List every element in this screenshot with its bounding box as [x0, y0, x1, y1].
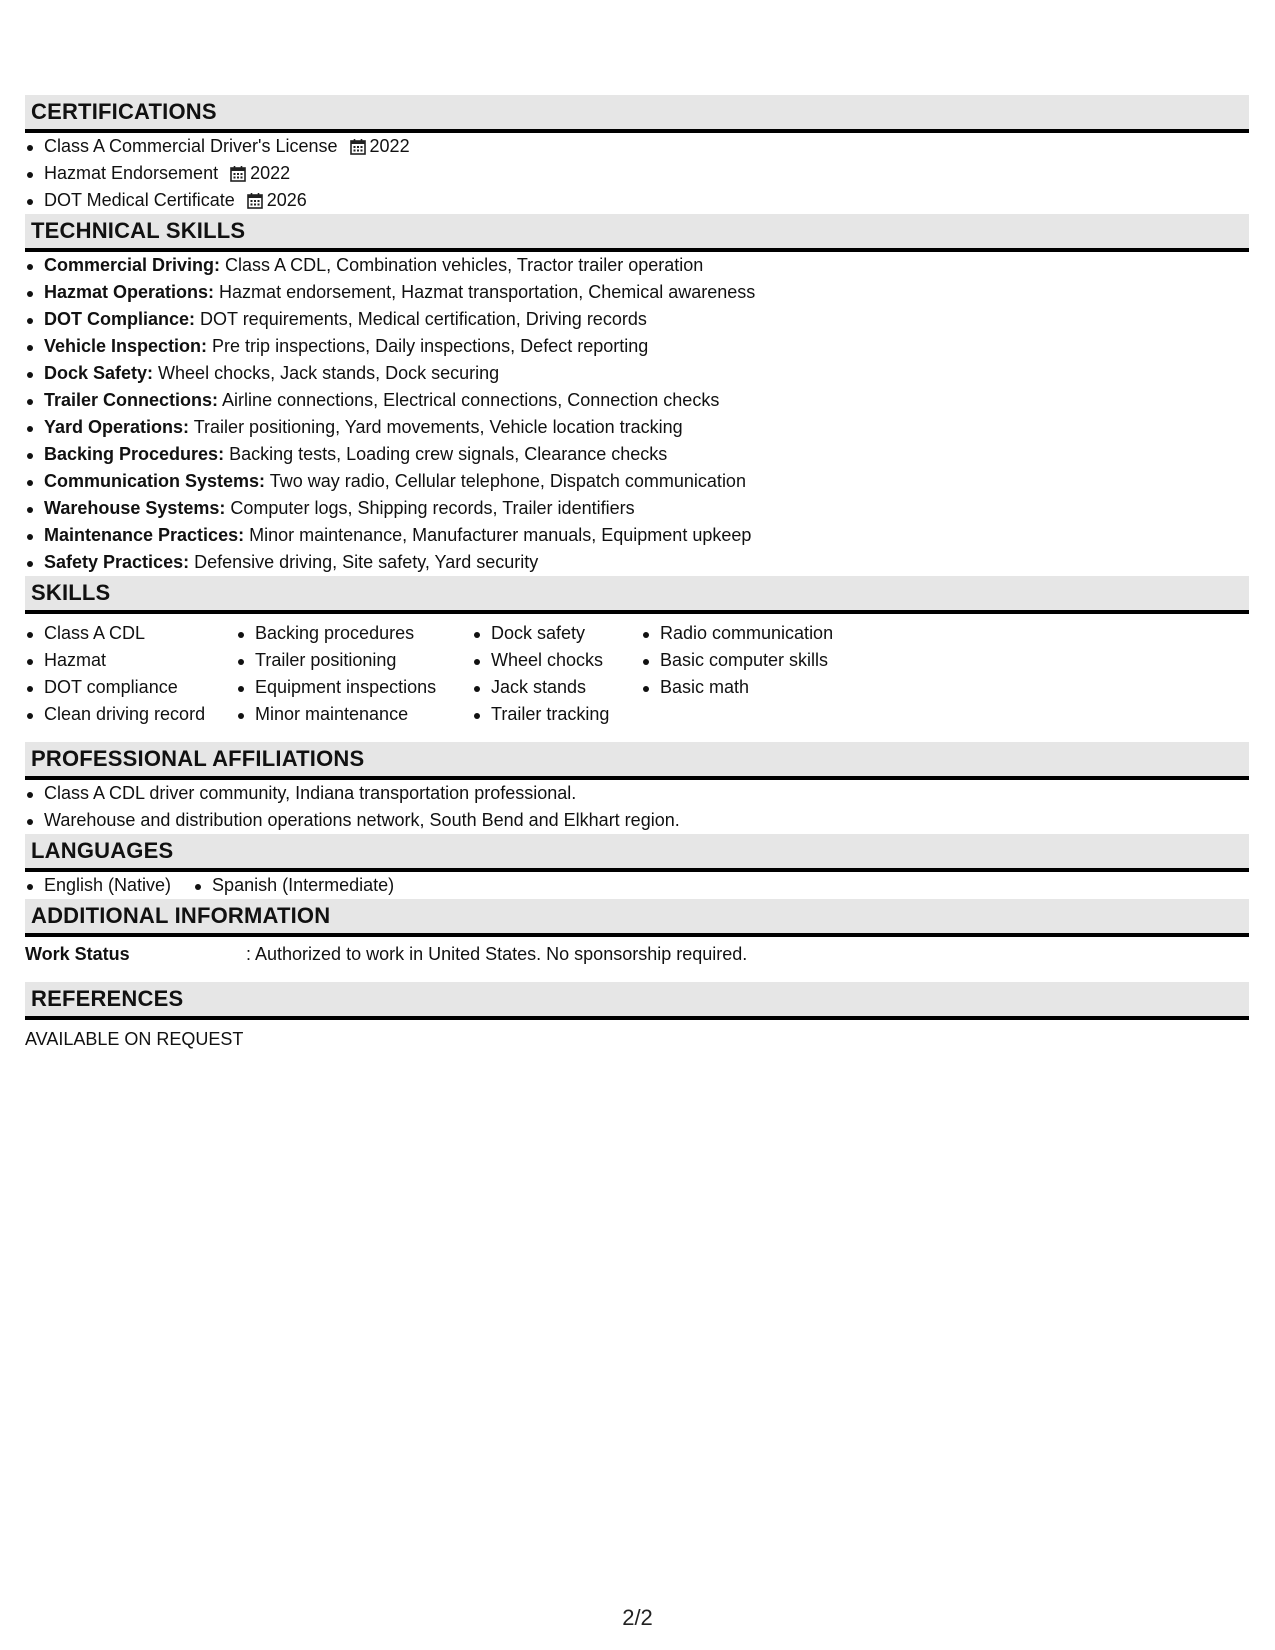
skill-item: Basic computer skills	[641, 647, 881, 674]
skills-column	[236, 620, 472, 728]
skill-category: Yard Operations:	[44, 417, 190, 437]
skill-details: Backing tests, Loading crew signals, Clearance checks	[224, 444, 668, 464]
skill-item: Jack stands	[472, 674, 641, 701]
skill-item: DOT compliance	[25, 674, 236, 701]
skill-category: Maintenance Practices:	[44, 525, 245, 545]
skill-details: Class A CDL, Combination vehicles, Tractor trailer operation	[220, 255, 704, 275]
references-text: AVAILABLE ON REQUEST	[25, 1029, 244, 1049]
language-item: English (Native)	[25, 872, 171, 899]
certification-year: 2022	[369, 136, 410, 156]
work-status-value: : Authorized to work in United States. No sponsorship required.	[246, 944, 748, 964]
section-header-languages	[25, 834, 1249, 872]
section-header-affiliations	[25, 742, 1249, 780]
technical-skill-item	[25, 414, 1249, 441]
technical-skill-item	[25, 279, 1249, 306]
skill-details: Defensive driving, Site safety, Yard security	[189, 552, 539, 572]
skills-column	[472, 620, 641, 728]
skill-details: Pre trip inspections, Daily inspections, Defect reporting	[207, 336, 649, 356]
page-number: 2/2	[622, 1605, 653, 1630]
affiliation-item: Class A CDL driver community, Indiana transportation professional.	[25, 780, 1249, 807]
skill-category: Trailer Connections:	[44, 390, 219, 410]
certification-item	[25, 160, 1249, 187]
skills-column	[25, 620, 236, 728]
skill-details: Wheel chocks, Jack stands, Dock securing	[153, 363, 500, 383]
work-status-row	[25, 941, 1249, 968]
skill-item: Class A CDL	[25, 620, 236, 647]
section-title: ADDITIONAL INFORMATION	[31, 903, 331, 928]
skill-item: Trailer positioning	[236, 647, 472, 674]
technical-skill-item	[25, 495, 1249, 522]
skill-details: Airline connections, Electrical connections, Connection checks	[218, 390, 720, 410]
section-title: CERTIFICATIONS	[31, 99, 217, 124]
certification-name: Class A Commercial Driver's License	[44, 136, 338, 156]
skill-item: Dock safety	[472, 620, 641, 647]
calendar-icon	[247, 192, 263, 209]
calendar-icon	[350, 138, 366, 155]
skill-details: DOT requirements, Medical certification, Driving records	[195, 309, 647, 329]
skill-details: Computer logs, Shipping records, Trailer identifiers	[225, 498, 635, 518]
affiliations-list	[25, 780, 1249, 834]
affiliation-item: Warehouse and distribution operations network, South Bend and Elkhart region.	[25, 807, 1249, 834]
skill-category: DOT Compliance:	[44, 309, 196, 329]
section-header-certifications	[25, 95, 1249, 133]
skill-category: Vehicle Inspection:	[44, 336, 208, 356]
skill-item: Wheel chocks	[472, 647, 641, 674]
skill-item: Trailer tracking	[472, 701, 641, 728]
skill-item: Hazmat	[25, 647, 236, 674]
work-status-label: Work Status	[25, 944, 130, 964]
resume-page	[25, 95, 1249, 1053]
section-header-additional-information	[25, 899, 1249, 937]
calendar-icon	[230, 165, 246, 182]
section-title: PROFESSIONAL AFFILIATIONS	[31, 746, 365, 771]
skill-details: Trailer positioning, Yard movements, Vehicle location tracking	[189, 417, 683, 437]
technical-skill-item	[25, 333, 1249, 360]
technical-skill-item	[25, 252, 1249, 279]
section-header-references	[25, 982, 1249, 1020]
skill-category: Commercial Driving:	[44, 255, 221, 275]
skill-details: Two way radio, Cellular telephone, Dispatch communication	[265, 471, 746, 491]
skill-category: Communication Systems:	[44, 471, 266, 491]
languages-list	[25, 872, 1249, 899]
technical-skill-item	[25, 549, 1249, 576]
certification-item	[25, 133, 1249, 160]
skill-item: Radio communication	[641, 620, 881, 647]
technical-skill-item	[25, 522, 1249, 549]
section-title: REFERENCES	[31, 986, 184, 1011]
technical-skill-item	[25, 360, 1249, 387]
technical-skill-item	[25, 387, 1249, 414]
certification-name: DOT Medical Certificate	[44, 190, 235, 210]
skill-category: Dock Safety:	[44, 363, 154, 383]
skill-item: Basic math	[641, 674, 881, 701]
technical-skill-item	[25, 468, 1249, 495]
certification-year: 2026	[266, 190, 307, 210]
skill-category: Safety Practices:	[44, 552, 190, 572]
certification-date	[350, 136, 410, 156]
section-header-technical-skills	[25, 214, 1249, 252]
language-item: Spanish (Intermediate)	[193, 872, 394, 899]
skills-column	[641, 620, 881, 728]
section-title: LANGUAGES	[31, 838, 174, 863]
skill-item: Equipment inspections	[236, 674, 472, 701]
certification-name: Hazmat Endorsement	[44, 163, 219, 183]
skills-grid	[25, 620, 1249, 728]
section-header-skills	[25, 576, 1249, 614]
technical-skill-item	[25, 306, 1249, 333]
section-title: TECHNICAL SKILLS	[31, 218, 246, 243]
section-title: SKILLS	[31, 580, 111, 605]
certification-date	[247, 190, 307, 210]
technical-skills-list	[25, 252, 1249, 576]
skill-category: Hazmat Operations:	[44, 282, 215, 302]
skill-details: Hazmat endorsement, Hazmat transportation, Chemical awareness	[214, 282, 756, 302]
skill-details: Minor maintenance, Manufacturer manuals, Equipment upkeep	[244, 525, 752, 545]
skill-category: Warehouse Systems:	[44, 498, 226, 518]
certifications-list	[25, 133, 1249, 214]
certification-date	[230, 163, 290, 183]
skill-item: Minor maintenance	[236, 701, 472, 728]
certification-item	[25, 187, 1249, 214]
skill-item: Clean driving record	[25, 701, 236, 728]
skill-category: Backing Procedures:	[44, 444, 225, 464]
skill-item: Backing procedures	[236, 620, 472, 647]
technical-skill-item	[25, 441, 1249, 468]
certification-year: 2022	[250, 163, 291, 183]
